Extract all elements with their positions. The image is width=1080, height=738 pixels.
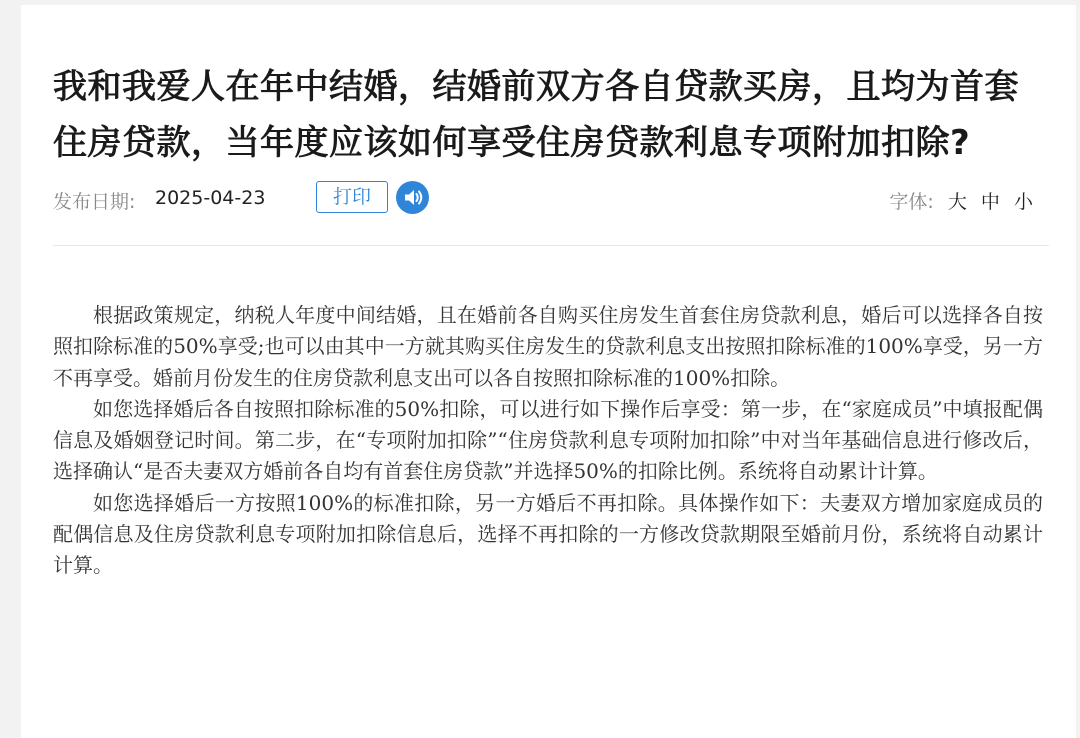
print-button[interactable]: 打印 bbox=[316, 181, 388, 213]
publish-date-label: 发布日期: bbox=[53, 191, 136, 213]
body-paragraph: 如您选择婚后各自按照扣除标准的50%扣除，可以进行如下操作后享受：第一步，在“家庭成员”中填报配偶信息及婚姻登记时间。第二步，在“专项附加扣除”“住房贷款利息专项附加扣除”中对当年基础信息进行修改后，选择确认“是否夫妻双方婚前各自均有首套住房贷款”并选择50%的扣除比例。系统将自动累计计算。 bbox=[53, 396, 1043, 484]
header-divider bbox=[53, 245, 1049, 246]
font-size-small[interactable]: 小 bbox=[1013, 191, 1033, 213]
publish-date-value: 2025-04-23 bbox=[155, 187, 266, 209]
body-paragraph: 根据政策规定，纳税人年度中间结婚，且在婚前各自购买住房发生首套住房贷款利息，婚后可以选择各自按照扣除标准的50%享受;也可以由其中一方就其购买住房发生的贷款利息支出按照扣除标准的100%享受，另一方不再享受。婚前月份发生的住房贷款利息支出可以各自按照扣除标准的100%扣除。 bbox=[53, 303, 1043, 390]
font-size-control bbox=[889, 187, 1033, 214]
font-size-large[interactable]: 大 bbox=[947, 191, 967, 213]
font-size-medium[interactable]: 中 bbox=[980, 191, 1000, 213]
article-meta bbox=[53, 181, 1049, 215]
article-title: 我和我爱人在年中结婚，结婚前双方各自贷款买房，且均为首套住房贷款，当年度应该如何享受住房贷款利息专项附加扣除? bbox=[53, 67, 1019, 163]
speaker-icon[interactable] bbox=[396, 181, 429, 214]
article-page bbox=[21, 5, 1076, 738]
article-body bbox=[53, 300, 1043, 582]
body-paragraph: 如您选择婚后一方按照100%的标准扣除，另一方婚后不再扣除。具体操作如下：夫妻双方增加家庭成员的配偶信息及住房贷款利息专项附加扣除信息后，选择不再扣除的一方修改贷款期限至婚前月份，系统将自动累计计算。 bbox=[53, 490, 1043, 578]
font-size-label: 字体: bbox=[889, 191, 934, 213]
